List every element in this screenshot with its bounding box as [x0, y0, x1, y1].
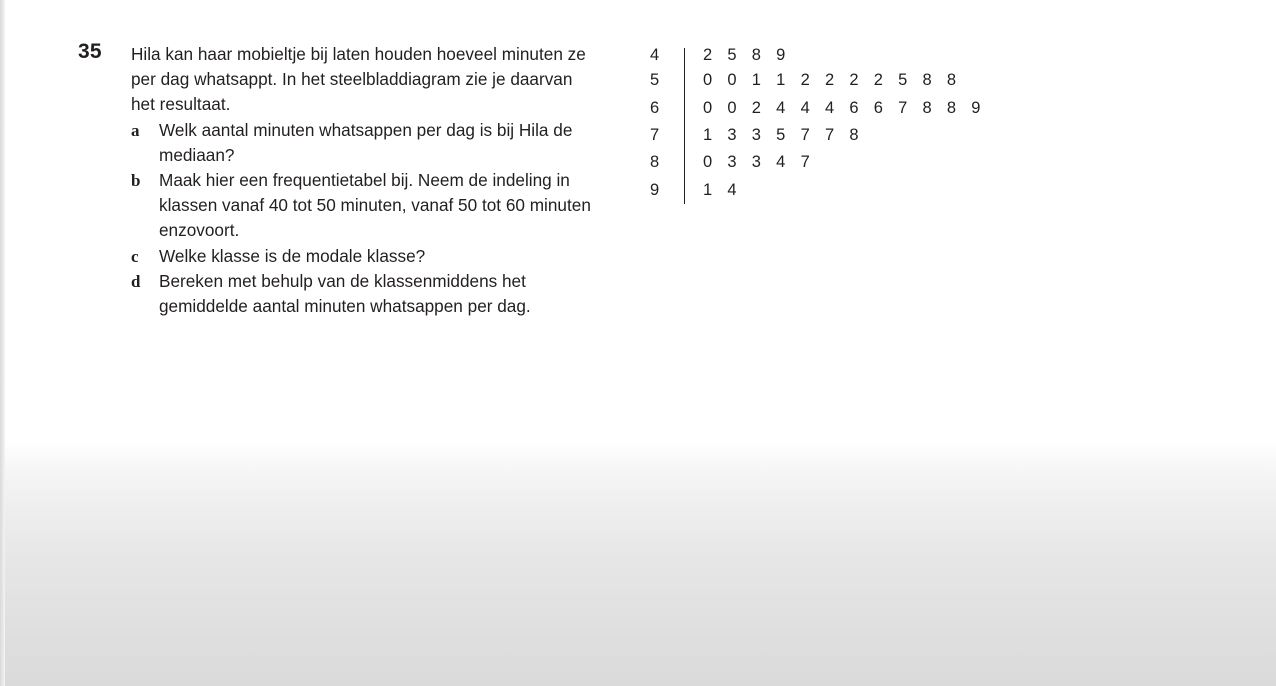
- leaf-value: 0: [727, 71, 737, 89]
- question-intro: [131, 42, 631, 118]
- stem-value: 6: [650, 99, 660, 117]
- leaf-value: 4: [800, 99, 810, 117]
- intro-line: Hila kan haar mobieltje bij laten houden hoeveel minuten ze: [131, 44, 586, 64]
- leaf-value: 8: [922, 71, 932, 89]
- leaf-value: 9: [971, 99, 981, 117]
- leaf-value: 0: [703, 99, 713, 117]
- leaf-value: 8: [922, 99, 932, 117]
- leaf-value: 0: [727, 99, 737, 117]
- left-edge: [0, 0, 5, 686]
- leaf-value: 7: [800, 126, 810, 144]
- leaf-value: 4: [776, 99, 786, 117]
- subquestion-line: enzovoort.: [159, 220, 240, 241]
- stem-divider-line: [684, 48, 685, 204]
- leaf-value: 3: [751, 153, 761, 171]
- subquestion-b: [131, 168, 631, 244]
- leaf-value: 2: [751, 99, 761, 117]
- leaf-value: 0: [703, 153, 713, 171]
- subquestion-letter: b: [131, 171, 141, 191]
- leaf-value: 4: [776, 153, 786, 171]
- leaf-value: 6: [873, 99, 883, 117]
- leaf-value: 1: [703, 181, 713, 199]
- subquestion-letter: d: [131, 271, 141, 291]
- leaf-value: 4: [727, 181, 737, 199]
- leaf-value: 5: [776, 126, 786, 144]
- leaf-value: 0: [703, 71, 713, 89]
- intro-line: het resultaat.: [131, 94, 231, 115]
- leaf-value: 8: [849, 126, 859, 144]
- leaves: [703, 71, 971, 90]
- leaf-value: 2: [703, 46, 713, 64]
- leaves: [703, 126, 874, 145]
- leaf-value: 8: [946, 71, 957, 89]
- subquestion-letter: c: [131, 246, 139, 266]
- leaf-value: 1: [751, 71, 761, 89]
- leaf-value: 6: [849, 99, 859, 117]
- leaf-value: 8: [751, 46, 761, 64]
- subquestion-line: Welk aantal minuten whatsappen per dag is bij Hila de: [159, 119, 573, 140]
- leaves: [703, 46, 801, 65]
- subquestion-line: klassen vanaf 40 tot 50 minuten, vanaf 50 tot 60 minuten: [159, 195, 591, 216]
- stem-value: 8: [650, 153, 660, 171]
- leaf-value: 1: [776, 71, 786, 89]
- leaf-value: 3: [727, 126, 737, 144]
- stem-value: 9: [650, 181, 660, 199]
- leaf-value: 2: [849, 71, 859, 89]
- subquestion-d: [131, 269, 631, 319]
- leaf-value: 3: [751, 126, 761, 144]
- subquestion-line: mediaan?: [159, 144, 235, 165]
- subquestion-c: [131, 244, 631, 269]
- subquestion-line: gemiddelde aantal minuten whatsappen per dag.: [159, 296, 531, 317]
- leaf-value: 7: [800, 153, 810, 171]
- leaves: [703, 99, 996, 118]
- stem-value: 4: [650, 46, 660, 64]
- leaf-value: 2: [824, 71, 835, 89]
- leaf-value: 7: [898, 99, 908, 117]
- subquestion-line: Bereken met behulp van de klassenmiddens het: [159, 270, 526, 291]
- subquestion-a: [131, 118, 631, 168]
- stem-value: 7: [650, 126, 660, 144]
- subquestion-letter: a: [131, 120, 140, 140]
- question-text: [131, 42, 631, 319]
- leaves: [703, 181, 752, 200]
- leaf-value: 9: [776, 46, 786, 64]
- stem-value: 5: [650, 71, 660, 89]
- leaf-value: 1: [703, 126, 713, 144]
- leaf-value: 2: [800, 71, 810, 89]
- leaf-value: 5: [898, 71, 908, 89]
- subquestion-line: Welke klasse is de modale klasse?: [159, 245, 426, 266]
- leaf-value: 3: [727, 153, 737, 171]
- leaves: [703, 153, 825, 172]
- subquestion-line: Maak hier een frequentietabel bij. Neem de indeling in: [159, 170, 570, 191]
- leaf-value: 4: [824, 99, 835, 117]
- question-number: 35: [78, 40, 102, 63]
- leaf-value: 2: [873, 71, 883, 89]
- intro-line: per dag whatsappt. In het steelbladdiagram zie je daarvan: [131, 69, 573, 90]
- leaf-value: 8: [946, 99, 957, 117]
- leaf-value: 7: [824, 126, 835, 144]
- leaf-value: 5: [727, 46, 737, 64]
